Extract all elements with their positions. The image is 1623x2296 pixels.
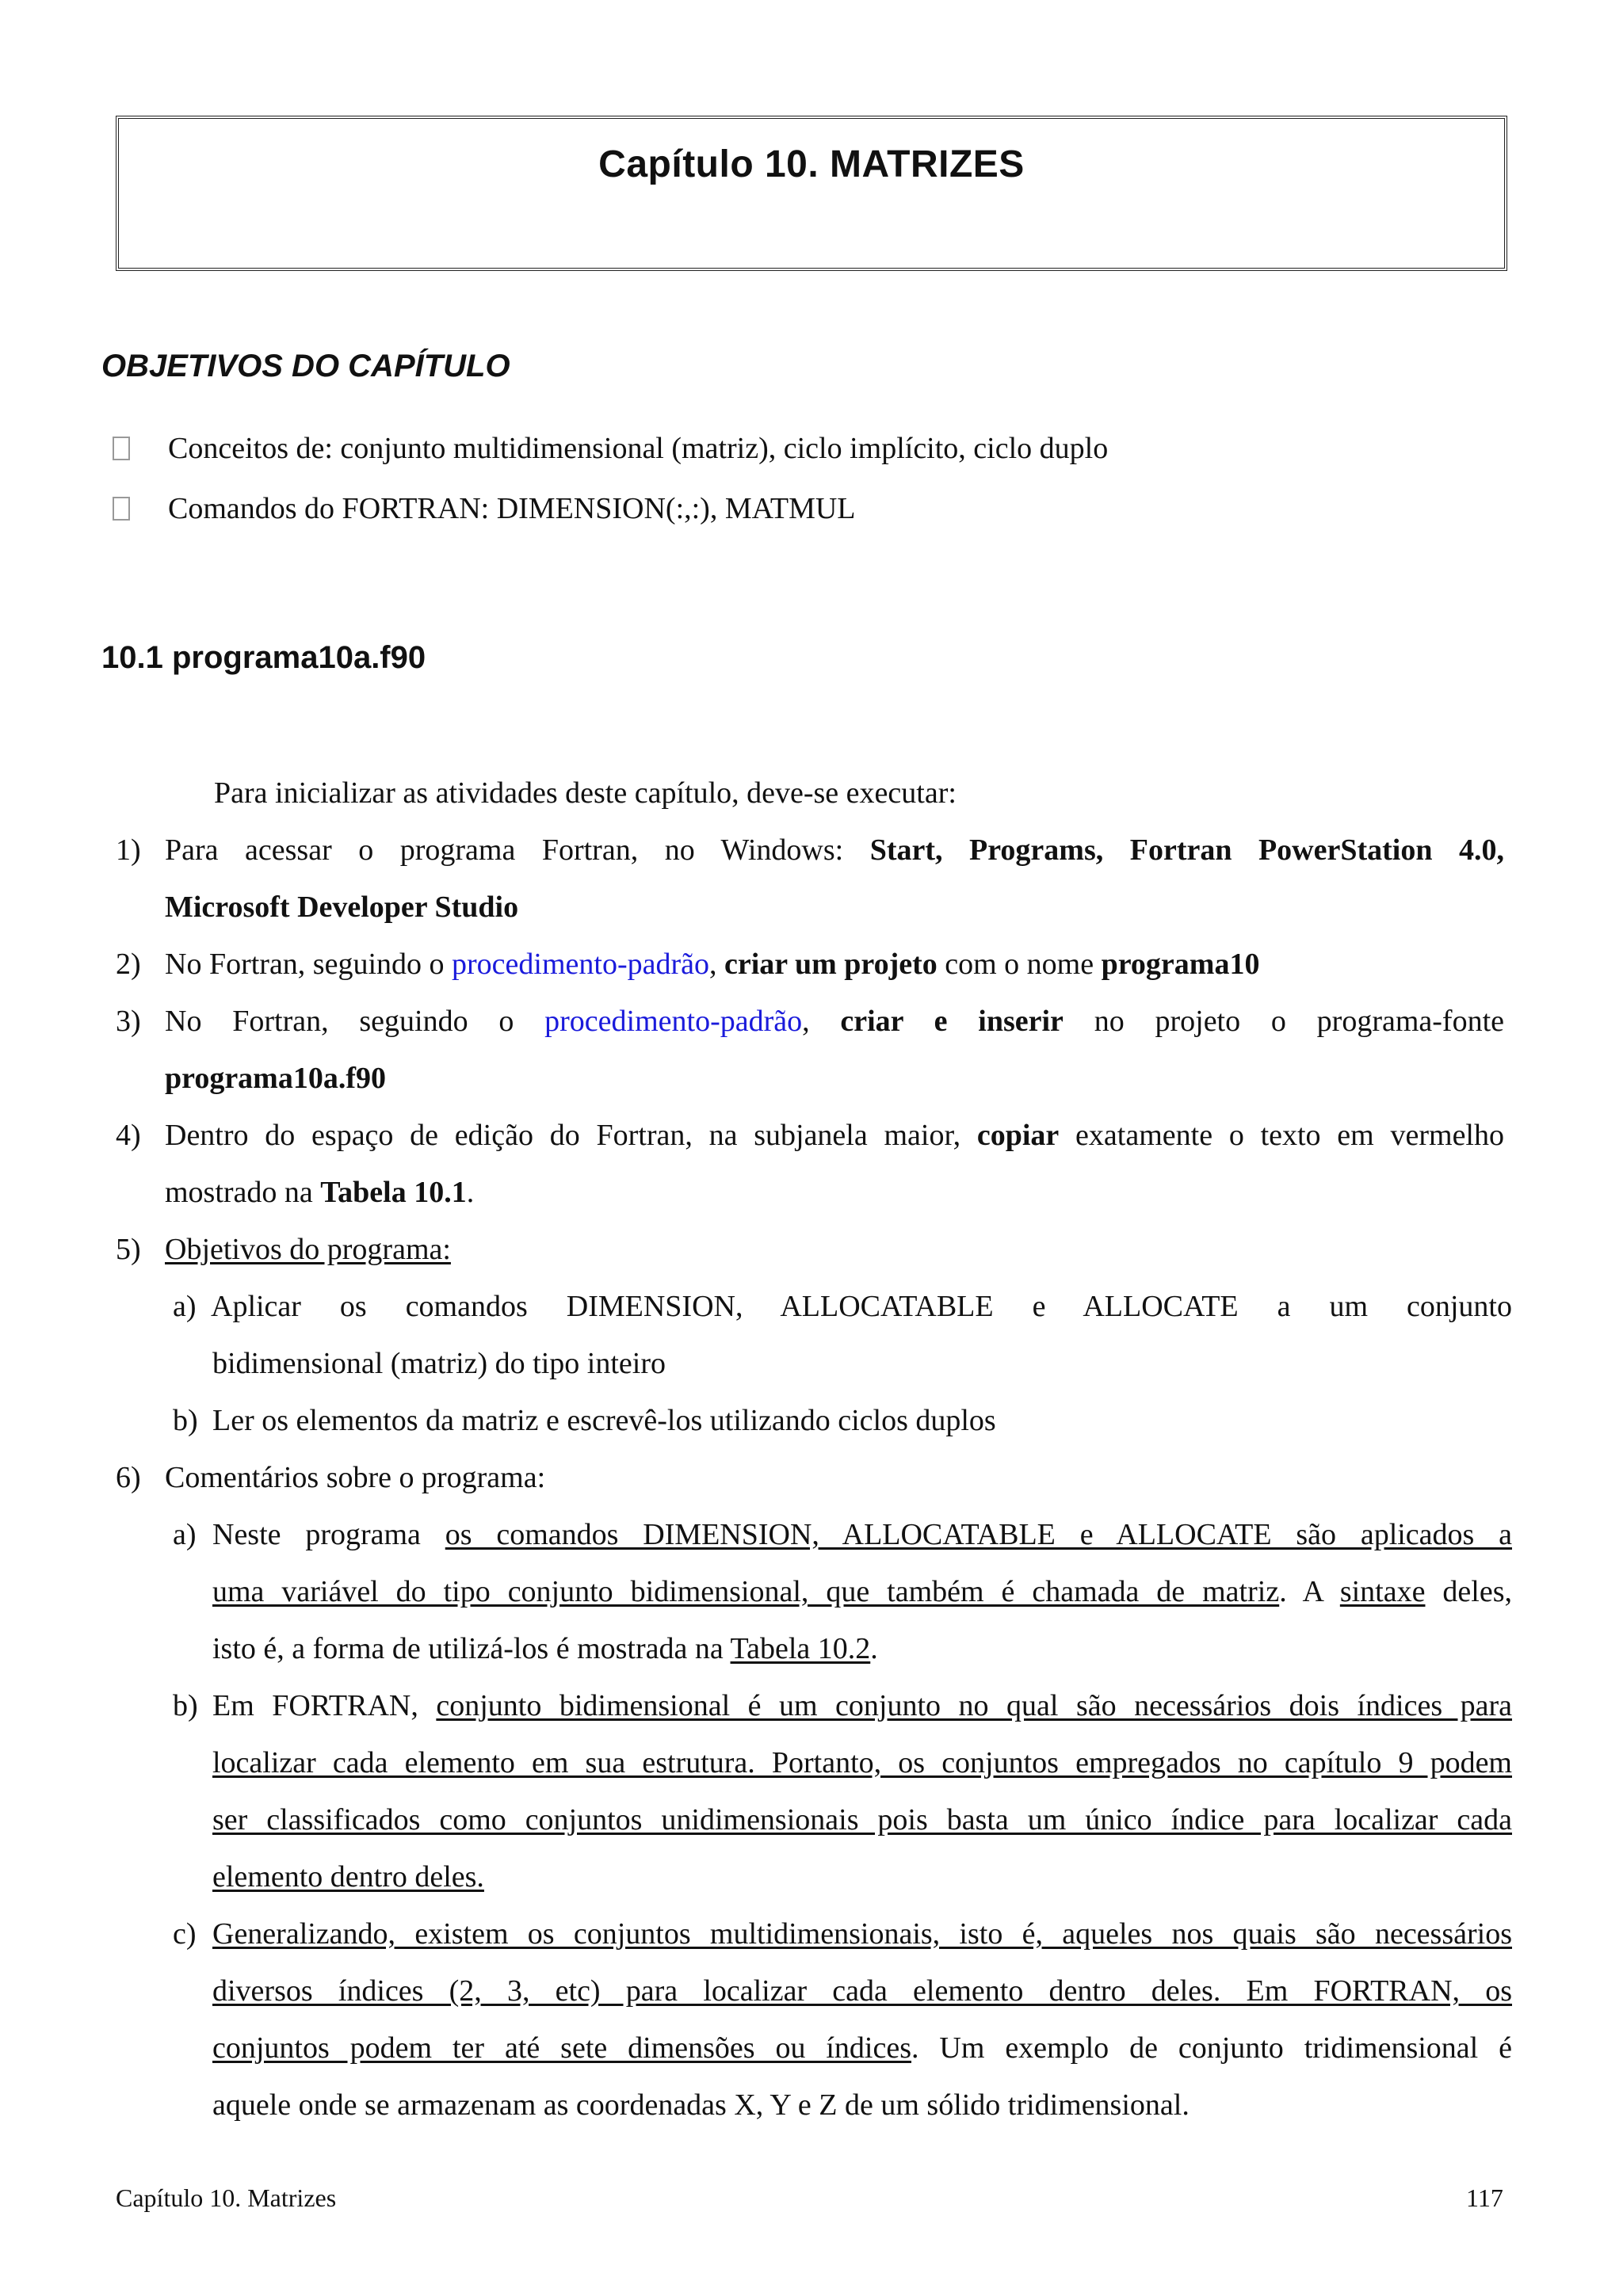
step-6a-line-1: Neste programa os comandos DIMENSION, ALLOCATABLE e ALLOCATE são aplicados a (212, 1518, 1512, 1551)
step-6b-line-1: Em FORTRAN, conjunto bidimensional é um conjunto no qual são necessários dois índices para (212, 1689, 1513, 1722)
step-2-line: No Fortran, seguindo o procedimento-padrão, criar um projeto com o nome programa10 (165, 948, 1260, 981)
step-5a-line-1: Aplicar os comandos DIMENSION, ALLOCATABLE e ALLOCATE a um conjunto (211, 1290, 1512, 1323)
sub-label: b) (173, 1404, 198, 1437)
procedure-link[interactable]: procedimento-padrão (452, 948, 709, 981)
section-heading: 10.1 programa10a.f90 (101, 640, 426, 675)
objectives-heading: OBJETIVOS DO CAPÍTULO (101, 349, 510, 383)
step-1-line-2: Microsoft Developer Studio (165, 891, 519, 924)
step-3-line-2: programa10a.f90 (165, 1062, 386, 1095)
chapter-title-box (116, 116, 1507, 271)
sub-label: c) (173, 1917, 197, 1951)
step-number: 2) (116, 948, 141, 981)
step-number: 1) (116, 833, 141, 867)
step-4-line-2: mostrado na Tabela 10.1. (165, 1176, 475, 1209)
bullet-box-icon (113, 437, 130, 460)
step-number: 5) (116, 1233, 141, 1266)
objective-text: Comandos do FORTRAN: DIMENSION(:,:), MATMUL (168, 492, 856, 525)
step-6c-line-3: conjuntos podem ter até sete dimensões ou índices. Um exemplo de conjunto tridimensional é (212, 2031, 1512, 2065)
intro-text: Para inicializar as atividades deste capítulo, deve-se executar: (214, 776, 957, 810)
page-number: 117 (1466, 2183, 1503, 2212)
step-5b-line: Ler os elementos da matriz e escrevê-los utilizando ciclos duplos (212, 1404, 996, 1437)
step-3-line-1: No Fortran, seguindo o procedimento-padrão, criar e inserir no projeto o programa-fonte (165, 1005, 1504, 1038)
objective-item (113, 491, 856, 526)
step-5a-line-2: bidimensional (matriz) do tipo inteiro (212, 1347, 666, 1380)
step-number: 3) (116, 1005, 141, 1038)
step-6b-line-3: ser classificados como conjuntos unidimensionais pois basta um único índice para localizar cada (212, 1803, 1512, 1836)
bullet-box-icon (113, 497, 130, 521)
objective-text: Conceitos de: conjunto multidimensional (matriz), ciclo implícito, ciclo duplo (168, 432, 1109, 465)
step-6c-line-2: diversos índices (2, 3, etc) para localizar cada elemento dentro deles. Em FORTRAN, os (212, 1974, 1512, 2008)
sub-label: a) (173, 1290, 197, 1323)
step-6c-line-1: Generalizando, existem os conjuntos multidimensionais, isto é, aqueles nos quais são necessários (212, 1917, 1512, 1951)
step-4-line-1: Dentro do espaço de edição do Fortran, na subjanela maior, copiar exatamente o texto em vermelho (165, 1119, 1504, 1152)
step-6a-line-2: uma variável do tipo conjunto bidimensional, que também é chamada de matriz. A sintaxe deles, (212, 1575, 1512, 1608)
procedure-link[interactable]: procedimento-padrão (544, 1005, 803, 1038)
step-6b-line-2: localizar cada elemento em sua estrutura. Portanto, os conjuntos empregados no capítulo 9 podem (212, 1746, 1512, 1779)
step-number: 4) (116, 1119, 141, 1152)
footer-chapter: Capítulo 10. Matrizes (116, 2183, 337, 2212)
step-number: 6) (116, 1461, 141, 1494)
step-6c-line-4: aquele onde se armazenam as coordenadas X, Y e Z de um sólido tridimensional. (212, 2088, 1190, 2122)
sub-label: b) (173, 1689, 198, 1722)
objective-item (113, 431, 1108, 466)
step-1-line-1: Para acessar o programa Fortran, no Windows: Start, Programs, Fortran PowerStation 4.0, (165, 833, 1504, 867)
step-6a-line-3: isto é, a forma de utilizá-los é mostrada na Tabela 10.2. (212, 1632, 878, 1665)
chapter-title: Capítulo 10. MATRIZES (598, 143, 1025, 185)
step-5-heading: Objetivos do programa: (165, 1233, 451, 1266)
step-6b-line-4: elemento dentro deles. (212, 1860, 484, 1894)
step-6-heading: Comentários sobre o programa: (165, 1461, 546, 1494)
sub-label: a) (173, 1518, 197, 1551)
